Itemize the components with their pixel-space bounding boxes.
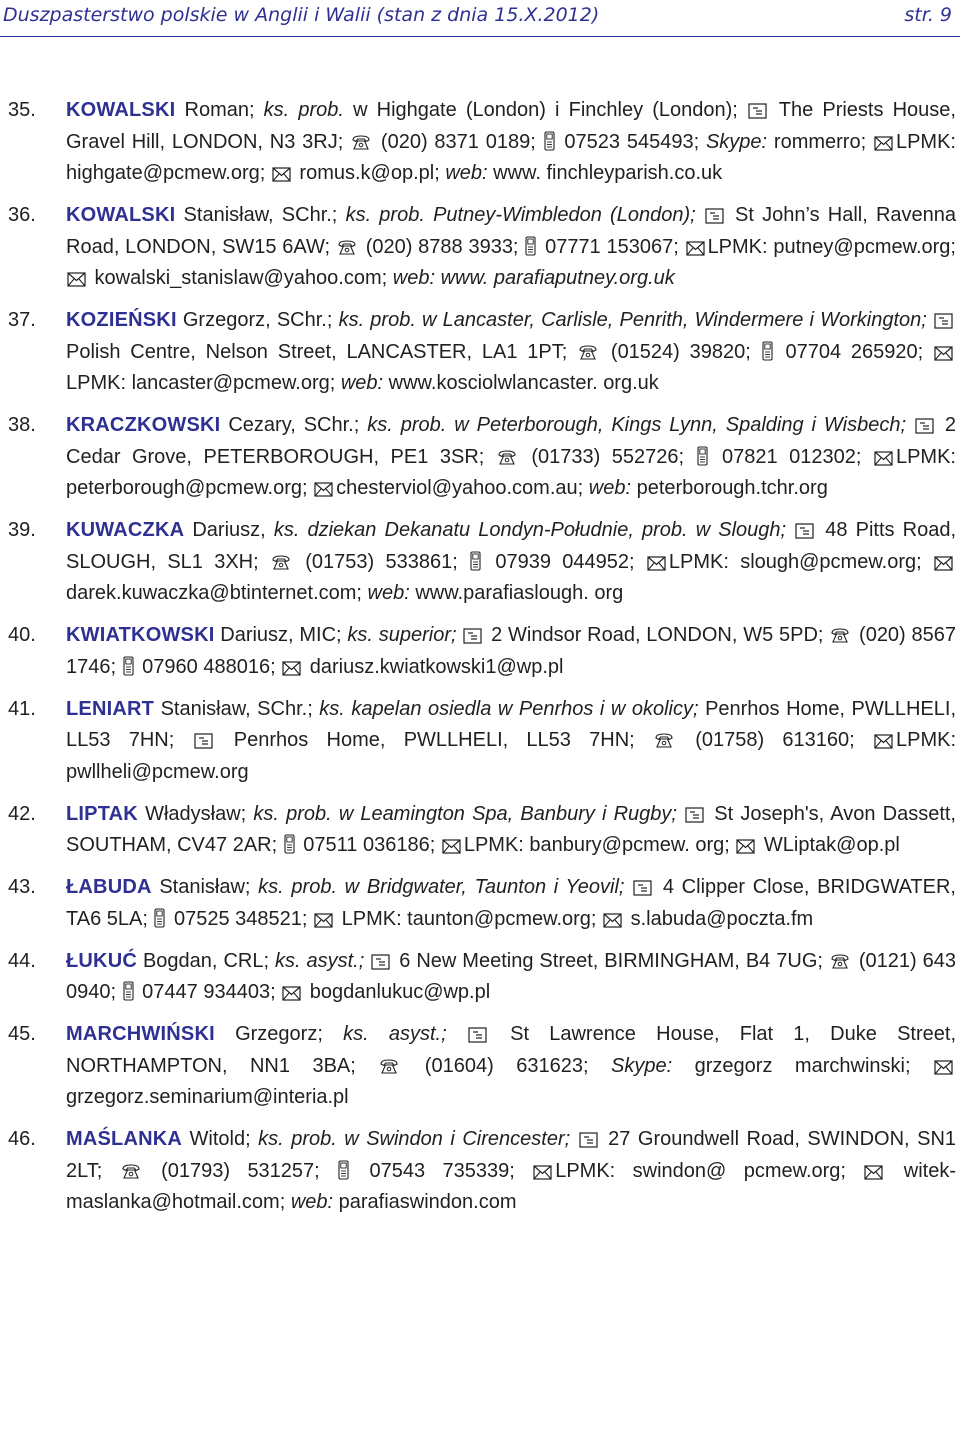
entry-text: (020) 8788 3933; <box>359 235 525 258</box>
mobile-phone-icon <box>338 1160 349 1180</box>
entry-text: Dariusz, <box>184 519 274 541</box>
entry-text: www.kosciolwlancaster. org.uk <box>383 372 659 394</box>
entry-text: WLiptak@op.pl <box>758 834 900 856</box>
entry-role: web: <box>290 1191 334 1213</box>
envelope-icon <box>736 839 755 854</box>
entry-text: w Highgate (London) i Finchley (London); <box>343 99 747 121</box>
entry-text <box>786 519 794 541</box>
envelope-icon <box>864 1165 883 1180</box>
entry-text: (01524) 39820; <box>601 340 761 363</box>
mailbox-icon <box>633 880 652 896</box>
entry-text: 07821 012302; <box>710 445 873 468</box>
phone-icon <box>351 134 371 151</box>
entry-role: ks. prob. w Leamington Spa, Banbury i Rugby; <box>253 802 677 825</box>
entry-role: ks. superior; <box>347 624 457 646</box>
mobile-phone-icon <box>284 834 295 854</box>
entry-text: LPMK: swindon@ pcmew.org; <box>555 1159 864 1182</box>
entry-text: parafiaswindon.com <box>333 1191 517 1213</box>
entry-text: Stanisław, SChr.; <box>175 204 346 226</box>
mobile-phone-icon <box>544 131 555 151</box>
entry-text: (020) 8567 1746; <box>66 624 956 678</box>
entry-text <box>906 414 914 436</box>
entry-text: (020) 8371 0189; <box>374 130 543 153</box>
entry-surname: ŁABUDA <box>66 876 152 898</box>
entry-role: web: <box>367 582 410 604</box>
mobile-phone-icon <box>154 908 165 928</box>
entry-number: 39. <box>8 519 36 541</box>
entry-text <box>570 1128 578 1150</box>
mailbox-icon <box>915 418 934 434</box>
phone-icon <box>497 449 517 466</box>
entry-surname: KOZIEŃSKI <box>66 309 177 331</box>
entry-text: 07960 488016; <box>136 655 282 678</box>
mobile-phone-icon <box>470 551 481 571</box>
entry-number: 44. <box>8 949 36 972</box>
envelope-icon <box>533 1165 552 1180</box>
header-rule <box>0 36 960 37</box>
entry-text: St Joseph's, Avon Dassett, SOUTHAM, CV47 2AR; <box>66 802 956 856</box>
envelope-icon <box>67 272 86 287</box>
envelope-icon <box>647 556 666 571</box>
entry-text: Władysław; <box>137 802 254 825</box>
entry-text: LPMK: highgate@pcmew.org; <box>66 130 956 184</box>
entry-text: darek.kuwaczka@btinternet.com; <box>66 582 368 604</box>
entry-role: ks. prob. w Bridgwater, Taunton i Yeovil; <box>258 876 625 898</box>
directory-entry <box>0 946 960 1009</box>
entry-text: (01753) 533861; <box>293 550 470 573</box>
entry-text: (0121) 643 0940; <box>66 949 957 1003</box>
envelope-icon <box>934 346 953 361</box>
entry-text: grzegorz marchwinski; <box>672 1054 933 1077</box>
entry-text: www. finchleyparish.co.uk <box>487 162 723 184</box>
entry-text: Grzegorz; <box>214 1023 344 1045</box>
entry-role: ks. dziekan Dekanatu Londyn-Południe, prob. w Slough; <box>273 519 787 541</box>
page-title: Duszpasterstwo polskie w Anglii i Walii (stan z dnia 15.X.2012) <box>3 4 600 26</box>
entry-surname: KWIATKOWSKI <box>66 624 215 646</box>
entry-text: LPMK: taunton@pcmew.org; <box>336 907 603 930</box>
directory-entry <box>0 1019 960 1114</box>
entry-text: 07525 348521; <box>168 907 314 930</box>
envelope-icon <box>934 556 953 571</box>
entry-text: 07704 265920; <box>775 340 933 363</box>
entry-surname: LIPTAK <box>66 802 138 825</box>
mobile-phone-icon <box>525 236 536 256</box>
entry-role: ks. kapelan osiedla w Penrhos i w okolicy; <box>319 697 699 720</box>
entry-text: 07511 036186; <box>297 834 441 856</box>
entry-number: 41. <box>8 697 36 720</box>
entry-text: Penrhos Home, PWLLHELI, LL53 7HN; <box>66 697 957 751</box>
entry-text: St John’s Hall, Ravenna Road, LONDON, SW15 6AW; <box>66 204 957 258</box>
entry-text: 2 Windsor Road, LONDON, W5 5PD; <box>485 624 830 646</box>
phone-icon <box>830 953 850 970</box>
entry-text: LPMK: pwllheli@pcmew.org <box>66 729 957 783</box>
entry-text: LPMK: banbury@pcmew. org; <box>463 834 736 856</box>
entry-text: Bogdan, CRL; <box>137 949 275 972</box>
envelope-icon <box>686 241 705 256</box>
entry-role: ks. prob. w Peterborough, Kings Lynn, Spalding i Wisbech; <box>367 414 906 436</box>
entry-text: Grzegorz, SChr.; <box>176 309 339 331</box>
entry-surname: KUWACZKA <box>66 519 185 541</box>
envelope-icon <box>314 913 333 928</box>
envelope-icon <box>314 482 333 497</box>
entry-text: 4 Clipper Close, BRIDGWATER, TA6 5LA; <box>66 876 956 930</box>
entry-text: (01793) 531257; <box>143 1159 338 1182</box>
entry-text <box>677 803 684 825</box>
entry-text: LPMK: lancaster@pcmew.org; <box>66 372 341 394</box>
entry-text: 07771 153067; <box>539 235 685 258</box>
envelope-icon <box>603 913 622 928</box>
entry-number: 46. <box>8 1128 36 1150</box>
directory-entry <box>0 200 960 295</box>
entry-text: 27 Groundwell Road, SWINDON, SN1 2LT; <box>66 1128 957 1182</box>
envelope-icon <box>272 167 291 182</box>
entry-text: kowalski_stanislaw@yahoo.com; <box>89 267 393 289</box>
entry-number: 37. <box>8 309 36 331</box>
entry-text: Witold; <box>182 1128 259 1150</box>
entry-role: ks. prob. Putney-Wimbledon (London); <box>345 204 696 226</box>
entry-text: Polish Centre, Nelson Street, LANCASTER, LA1 1PT; <box>66 340 578 363</box>
entry-surname: MAŚLANKA <box>66 1128 183 1150</box>
entry-role: ks. asyst.; <box>274 949 365 972</box>
entry-text: Roman; <box>175 99 264 121</box>
phone-icon <box>271 554 291 571</box>
entry-number: 45. <box>8 1023 36 1045</box>
envelope-icon <box>282 986 301 1001</box>
directory-entry <box>0 872 960 935</box>
entry-text: 07543 735339; <box>352 1159 533 1182</box>
envelope-icon <box>874 136 893 151</box>
entry-text: 07447 934403; <box>136 981 282 1003</box>
entry-surname: MARCHWIŃSKI <box>66 1023 215 1045</box>
entry-text: rommerro; <box>767 130 873 153</box>
entry-role: ks. prob. w Swindon i Cirencester; <box>258 1128 571 1150</box>
directory-entry <box>0 95 960 190</box>
entry-text: 6 New Meeting Street, BIRMINGHAM, B4 7UG; <box>393 949 829 972</box>
entry-role: web: www. parafiaputney.org.uk <box>392 267 675 289</box>
entry-surname: LENIART <box>66 697 155 720</box>
entry-number: 43. <box>8 876 36 898</box>
clergy-list <box>0 95 960 1229</box>
entry-text <box>696 204 704 226</box>
entry-text: 07939 044952; <box>484 550 646 573</box>
entry-text: 07523 545493; <box>557 130 706 153</box>
entry-surname: KRACZKOWSKI <box>66 414 221 436</box>
entry-text: 2 Cedar Grove, PETERBOROUGH, PE1 3SR; <box>66 414 956 468</box>
entry-text: 48 Pitts Road, SLOUGH, SL1 3XH; <box>66 519 957 573</box>
entry-number: 38. <box>8 414 36 436</box>
entry-text: (01733) 552726; <box>519 445 696 468</box>
entry-text: bogdanlukuc@wp.pl <box>304 981 491 1003</box>
directory-entry <box>0 305 960 400</box>
entry-text: (01604) 631623; <box>402 1054 611 1077</box>
page-header <box>0 0 960 38</box>
entry-role: web: <box>340 372 384 394</box>
entry-role: ks. asyst.; <box>343 1023 447 1045</box>
entry-text: grzegorz.seminarium@interia.pl <box>66 1086 349 1108</box>
entry-surname: ŁUKUĆ <box>66 949 137 972</box>
entry-role: ks. prob. w Lancaster, Carlisle, Penrith, Windermere i Workington; <box>338 309 927 331</box>
mailbox-icon <box>463 628 482 644</box>
directory-entry <box>0 410 960 505</box>
entry-text: s.labuda@poczta.fm <box>625 907 814 930</box>
mailbox-icon <box>468 1027 487 1043</box>
mailbox-icon <box>194 733 213 749</box>
entry-text <box>927 309 933 331</box>
entry-number: 40. <box>8 624 36 646</box>
entry-text <box>457 624 463 646</box>
entry-text: Stanisław; <box>151 876 259 898</box>
envelope-icon <box>874 451 893 466</box>
entry-role: Skype: <box>611 1054 673 1077</box>
phone-icon <box>337 239 357 256</box>
entry-number: 35. <box>8 99 36 121</box>
phone-icon <box>578 344 598 361</box>
entry-text: St Lawrence House, Flat 1, Duke Street, NORTHAMPTON, NN1 3BA; <box>66 1023 957 1077</box>
entry-text: Stanisław, SChr.; <box>154 697 320 720</box>
directory-entry <box>0 694 960 789</box>
entry-number: 36. <box>8 204 36 226</box>
mobile-phone-icon <box>123 656 134 676</box>
entry-text: The Priests House, Gravel Hill, LONDON, N3 3RJ; <box>66 99 956 153</box>
entry-role: Skype: <box>705 130 768 153</box>
mailbox-icon <box>795 523 814 539</box>
entry-text: LPMK: slough@pcmew.org; <box>668 550 933 573</box>
mailbox-icon <box>579 1132 598 1148</box>
entry-text <box>364 950 370 972</box>
mobile-phone-icon <box>762 341 773 361</box>
mailbox-icon <box>748 103 767 119</box>
page-number: str. 9 <box>904 4 952 26</box>
envelope-icon <box>934 1060 953 1075</box>
entry-number: 42. <box>8 802 36 825</box>
directory-entry <box>0 1124 960 1219</box>
mobile-phone-icon <box>697 446 708 466</box>
entry-role: ks. prob. <box>263 99 344 121</box>
entry-text: LPMK: peterborough@pcmew.org; <box>66 445 956 499</box>
entry-text: Cezary, SChr.; <box>220 414 368 436</box>
mailbox-icon <box>705 208 724 224</box>
envelope-icon <box>442 839 461 854</box>
entry-text: Dariusz, MIC; <box>214 624 348 646</box>
phone-icon <box>830 627 850 644</box>
entry-text <box>625 876 633 898</box>
entry-text: witek-maslanka@hotmail.com; <box>66 1159 956 1213</box>
entry-text <box>447 1023 467 1045</box>
entry-text: www.parafiaslough. org <box>409 582 624 604</box>
envelope-icon <box>282 661 301 676</box>
entry-surname: KOWALSKI <box>66 204 176 226</box>
entry-role: web: <box>445 162 488 184</box>
envelope-icon <box>874 734 893 749</box>
directory-entry <box>0 515 960 610</box>
phone-icon <box>654 732 674 749</box>
entry-text: LPMK: putney@pcmew.org; <box>707 235 956 258</box>
phone-icon <box>121 1163 141 1180</box>
mailbox-icon <box>685 807 704 823</box>
entry-role: web: <box>588 477 632 499</box>
entry-text: dariusz.kwiatkowski1@wp.pl <box>304 655 564 678</box>
directory-entry <box>0 620 960 683</box>
entry-text: (01758) 613160; <box>677 729 873 751</box>
entry-surname: KOWALSKI <box>66 99 176 121</box>
entry-text: Penrhos Home, PWLLHELI, LL53 7HN; <box>215 729 653 751</box>
directory-entry <box>0 799 960 862</box>
entry-text: chesterviol@yahoo.com.au; <box>336 477 589 499</box>
phone-icon <box>379 1058 399 1075</box>
entry-text: romus.k@op.pl; <box>293 162 446 184</box>
mailbox-icon <box>371 954 390 970</box>
mobile-phone-icon <box>123 981 134 1001</box>
entry-text: peterborough.tchr.org <box>631 477 828 499</box>
mailbox-icon <box>934 313 953 329</box>
